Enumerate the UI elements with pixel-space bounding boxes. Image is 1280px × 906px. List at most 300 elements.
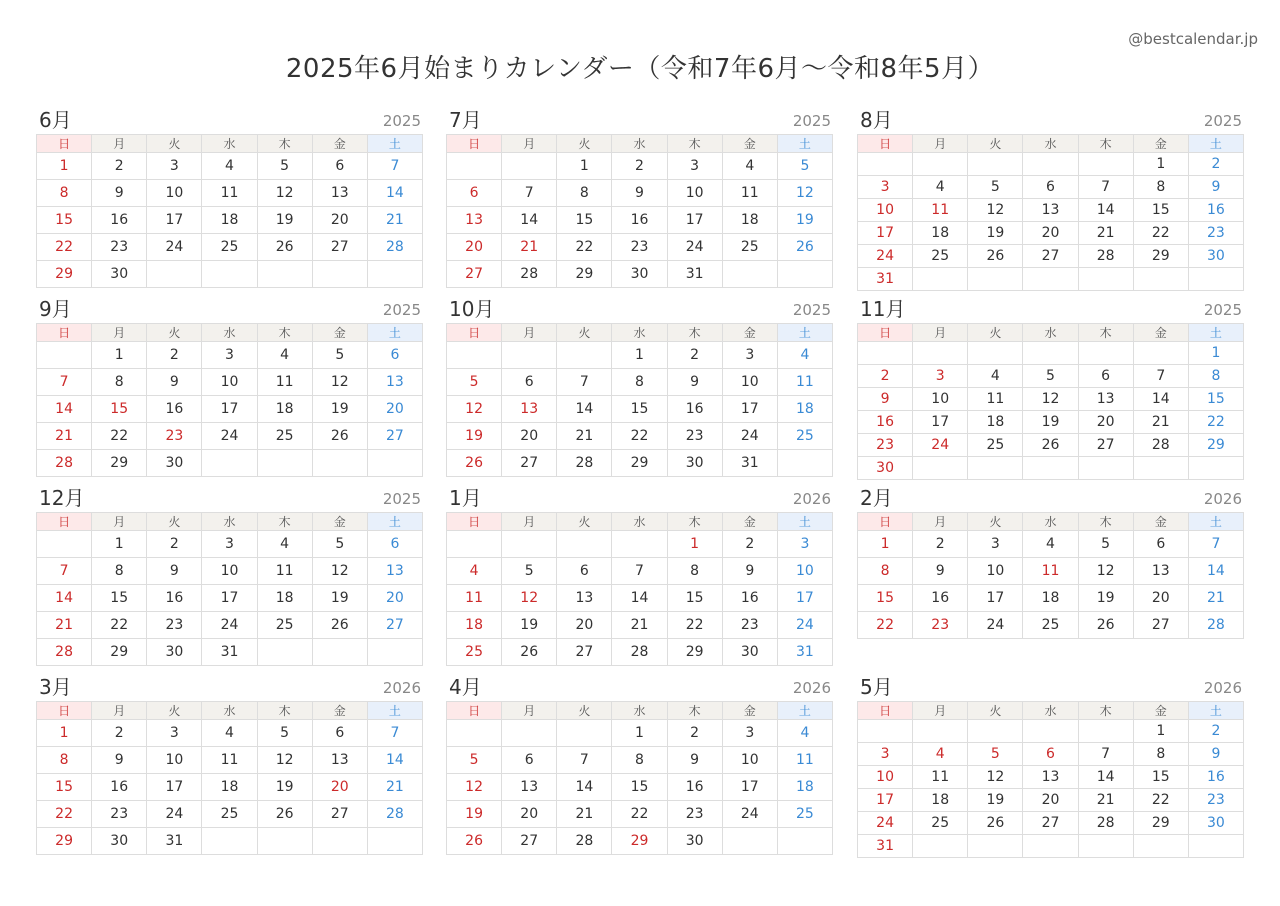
empty-cell: [722, 261, 777, 288]
month-calendar: [857, 484, 1244, 639]
week-row: [858, 457, 1244, 480]
week-row: [858, 388, 1244, 411]
empty-cell: [202, 828, 257, 855]
day-cell: 21: [367, 207, 422, 234]
weekday-header: 日: [37, 324, 92, 342]
week-row: [447, 612, 833, 639]
day-cell: 22: [557, 234, 612, 261]
week-row: [447, 558, 833, 585]
day-cell: 18: [202, 774, 257, 801]
day-cell: 7: [367, 720, 422, 747]
day-cell: 7: [1133, 365, 1188, 388]
week-row: [447, 180, 833, 207]
week-row: [858, 222, 1244, 245]
empty-cell: [257, 450, 312, 477]
weekday-header: 金: [1133, 513, 1188, 531]
day-cell: 1: [667, 531, 722, 558]
week-row: [858, 245, 1244, 268]
day-cell: 14: [37, 396, 92, 423]
day-cell: 27: [1133, 612, 1188, 639]
day-cell: 23: [92, 234, 147, 261]
week-row: [447, 828, 833, 855]
day-cell: 16: [1188, 199, 1243, 222]
day-cell: 25: [257, 612, 312, 639]
day-cell: 22: [92, 423, 147, 450]
day-cell: 4: [202, 720, 257, 747]
weekday-header: 火: [147, 324, 202, 342]
month-year: 2025: [1203, 301, 1242, 319]
day-cell: 23: [667, 423, 722, 450]
weekday-header: 土: [1188, 513, 1243, 531]
weekday-header: 水: [612, 702, 667, 720]
empty-cell: [1078, 268, 1133, 291]
day-cell: 14: [1078, 199, 1133, 222]
month-header: [857, 295, 1244, 323]
day-cell: 29: [92, 450, 147, 477]
empty-cell: [202, 261, 257, 288]
week-row: [858, 531, 1244, 558]
month-header: [36, 484, 423, 512]
day-cell: 9: [722, 558, 777, 585]
day-cell: 30: [667, 450, 722, 477]
day-cell: 20: [312, 207, 367, 234]
day-cell: 16: [147, 585, 202, 612]
day-cell: 31: [147, 828, 202, 855]
day-cell: 27: [312, 234, 367, 261]
empty-cell: [913, 457, 968, 480]
day-cell: 7: [1188, 531, 1243, 558]
day-cell: 20: [367, 585, 422, 612]
day-cell: 19: [1078, 585, 1133, 612]
month-calendar: [36, 295, 423, 477]
week-row: [858, 176, 1244, 199]
week-row: [447, 207, 833, 234]
day-cell: 10: [858, 766, 913, 789]
day-cell: 20: [312, 774, 367, 801]
empty-cell: [612, 531, 667, 558]
day-cell: 18: [913, 222, 968, 245]
weekday-header: 火: [147, 135, 202, 153]
day-cell: 23: [1188, 222, 1243, 245]
weekday-header: 土: [777, 135, 832, 153]
week-row: [37, 612, 423, 639]
day-cell: 25: [257, 423, 312, 450]
weekday-header: 木: [257, 324, 312, 342]
day-cell: 5: [968, 743, 1023, 766]
day-cell: 28: [37, 639, 92, 666]
day-cell: 25: [722, 234, 777, 261]
day-cell: 20: [502, 423, 557, 450]
day-cell: 5: [447, 747, 502, 774]
month-name: 6月: [39, 108, 72, 132]
day-cell: 26: [257, 234, 312, 261]
week-row: [858, 558, 1244, 585]
weekday-header: 月: [502, 513, 557, 531]
week-row: [858, 411, 1244, 434]
day-cell: 22: [1133, 222, 1188, 245]
week-row: [37, 396, 423, 423]
day-cell: 17: [858, 222, 913, 245]
day-cell: 18: [913, 789, 968, 812]
day-cell: 13: [1023, 766, 1078, 789]
day-cell: 12: [502, 585, 557, 612]
day-cell: 30: [147, 639, 202, 666]
day-cell: 5: [447, 369, 502, 396]
day-cell: 15: [92, 585, 147, 612]
day-cell: 16: [612, 207, 667, 234]
weekday-header: 日: [858, 135, 913, 153]
day-cell: 5: [312, 342, 367, 369]
weekday-header: 土: [777, 702, 832, 720]
month-calendar: [446, 295, 833, 477]
day-cell: 8: [1133, 743, 1188, 766]
day-cell: 18: [777, 774, 832, 801]
empty-cell: [1078, 835, 1133, 858]
week-row: [858, 743, 1244, 766]
empty-cell: [1188, 835, 1243, 858]
empty-cell: [968, 342, 1023, 365]
day-cell: 19: [502, 612, 557, 639]
day-cell: 9: [1188, 176, 1243, 199]
day-cell: 18: [257, 585, 312, 612]
weekday-header: 木: [1078, 702, 1133, 720]
day-cell: 17: [722, 396, 777, 423]
day-cell: 6: [1078, 365, 1133, 388]
day-cell: 17: [858, 789, 913, 812]
day-cell: 15: [612, 396, 667, 423]
day-cell: 15: [92, 396, 147, 423]
week-row: [858, 365, 1244, 388]
week-row: [37, 450, 423, 477]
weekday-header: 木: [257, 702, 312, 720]
day-cell: 8: [37, 747, 92, 774]
empty-cell: [447, 720, 502, 747]
day-cell: 24: [913, 434, 968, 457]
day-cell: 16: [667, 774, 722, 801]
day-cell: 3: [147, 720, 202, 747]
weekday-header: 火: [557, 324, 612, 342]
day-cell: 6: [502, 369, 557, 396]
day-cell: 8: [612, 747, 667, 774]
day-cell: 11: [913, 766, 968, 789]
day-cell: 16: [858, 411, 913, 434]
day-cell: 2: [1188, 720, 1243, 743]
day-cell: 24: [667, 234, 722, 261]
day-cell: 15: [612, 774, 667, 801]
empty-cell: [37, 342, 92, 369]
week-row: [37, 828, 423, 855]
week-row: [858, 612, 1244, 639]
month-year: 2025: [792, 112, 831, 130]
day-cell: 20: [1023, 222, 1078, 245]
day-cell: 5: [502, 558, 557, 585]
day-cell: 23: [858, 434, 913, 457]
day-cell: 24: [722, 423, 777, 450]
week-row: [37, 423, 423, 450]
day-cell: 13: [312, 747, 367, 774]
weekday-header: 土: [367, 324, 422, 342]
month-header: [446, 106, 833, 134]
week-row: [858, 153, 1244, 176]
weekday-header: 金: [722, 702, 777, 720]
day-cell: 14: [1133, 388, 1188, 411]
day-cell: 30: [1188, 812, 1243, 835]
month-header: [36, 673, 423, 701]
week-row: [447, 720, 833, 747]
month-name: 9月: [39, 297, 72, 321]
day-cell: 27: [502, 450, 557, 477]
empty-cell: [1078, 720, 1133, 743]
day-cell: 10: [722, 747, 777, 774]
month-year: 2026: [1203, 490, 1242, 508]
day-cell: 18: [202, 207, 257, 234]
day-cell: 17: [913, 411, 968, 434]
day-cell: 6: [367, 531, 422, 558]
day-cell: 3: [858, 176, 913, 199]
week-row: [858, 199, 1244, 222]
weekday-header: 日: [447, 324, 502, 342]
day-cell: 30: [92, 828, 147, 855]
month-name: 8月: [860, 108, 893, 132]
month-year: 2025: [792, 301, 831, 319]
day-cell: 15: [37, 774, 92, 801]
day-cell: 8: [557, 180, 612, 207]
week-row: [447, 639, 833, 666]
week-row: [858, 835, 1244, 858]
day-cell: 11: [202, 747, 257, 774]
day-cell: 14: [37, 585, 92, 612]
weekday-header: 土: [1188, 324, 1243, 342]
month-table: [857, 512, 1244, 639]
day-cell: 22: [1188, 411, 1243, 434]
day-cell: 11: [777, 369, 832, 396]
week-row: [447, 342, 833, 369]
day-cell: 25: [913, 245, 968, 268]
day-cell: 7: [502, 180, 557, 207]
day-cell: 6: [312, 720, 367, 747]
month-header: [36, 106, 423, 134]
day-cell: 5: [1023, 365, 1078, 388]
empty-cell: [722, 828, 777, 855]
day-cell: 8: [667, 558, 722, 585]
weekday-header: 土: [777, 324, 832, 342]
day-cell: 8: [1188, 365, 1243, 388]
month-table: [36, 512, 423, 666]
weekday-header: 木: [257, 135, 312, 153]
day-cell: 5: [312, 531, 367, 558]
week-row: [447, 450, 833, 477]
month-name: 7月: [449, 108, 482, 132]
empty-cell: [1078, 153, 1133, 176]
day-cell: 4: [257, 531, 312, 558]
day-cell: 29: [1133, 245, 1188, 268]
month-table: [446, 134, 833, 288]
empty-cell: [557, 531, 612, 558]
day-cell: 11: [722, 180, 777, 207]
day-cell: 28: [612, 639, 667, 666]
day-cell: 17: [147, 774, 202, 801]
day-cell: 21: [502, 234, 557, 261]
weekday-header: 火: [557, 135, 612, 153]
day-cell: 25: [202, 234, 257, 261]
day-cell: 9: [1188, 743, 1243, 766]
month-calendar: [857, 673, 1244, 858]
day-cell: 18: [722, 207, 777, 234]
month-name: 5月: [860, 675, 893, 699]
weekday-header: 月: [913, 135, 968, 153]
day-cell: 9: [913, 558, 968, 585]
day-cell: 1: [92, 531, 147, 558]
day-cell: 21: [37, 423, 92, 450]
day-cell: 16: [147, 396, 202, 423]
day-cell: 6: [502, 747, 557, 774]
empty-cell: [257, 828, 312, 855]
weekday-header: 土: [367, 135, 422, 153]
day-cell: 26: [777, 234, 832, 261]
day-cell: 7: [557, 369, 612, 396]
day-cell: 5: [968, 176, 1023, 199]
weekday-header: 日: [858, 702, 913, 720]
week-row: [447, 369, 833, 396]
weekday-header: 木: [667, 702, 722, 720]
day-cell: 12: [447, 396, 502, 423]
month-table: [36, 701, 423, 855]
empty-cell: [913, 835, 968, 858]
empty-cell: [968, 268, 1023, 291]
week-row: [447, 747, 833, 774]
day-cell: 18: [257, 396, 312, 423]
month-calendar: [446, 673, 833, 855]
day-cell: 9: [147, 558, 202, 585]
day-cell: 13: [1078, 388, 1133, 411]
site-credit: @bestcalendar.jp: [1128, 30, 1258, 48]
day-cell: 26: [502, 639, 557, 666]
month-calendar: [857, 295, 1244, 480]
week-row: [447, 153, 833, 180]
day-cell: 20: [502, 801, 557, 828]
day-cell: 7: [37, 369, 92, 396]
month-header: [857, 106, 1244, 134]
day-cell: 10: [202, 558, 257, 585]
weekday-header: 土: [777, 513, 832, 531]
empty-cell: [312, 639, 367, 666]
empty-cell: [913, 342, 968, 365]
day-cell: 30: [722, 639, 777, 666]
week-row: [858, 585, 1244, 612]
weekday-header: 水: [612, 513, 667, 531]
day-cell: 20: [1023, 789, 1078, 812]
day-cell: 21: [557, 801, 612, 828]
month-table: [857, 134, 1244, 291]
day-cell: 20: [367, 396, 422, 423]
month-name: 1月: [449, 486, 482, 510]
day-cell: 11: [447, 585, 502, 612]
month-table: [36, 134, 423, 288]
day-cell: 2: [92, 153, 147, 180]
empty-cell: [502, 342, 557, 369]
day-cell: 3: [667, 153, 722, 180]
weekday-header: 日: [447, 135, 502, 153]
empty-cell: [968, 720, 1023, 743]
week-row: [37, 639, 423, 666]
week-row: [37, 585, 423, 612]
day-cell: 15: [858, 585, 913, 612]
empty-cell: [447, 153, 502, 180]
day-cell: 31: [722, 450, 777, 477]
day-cell: 22: [612, 801, 667, 828]
day-cell: 28: [502, 261, 557, 288]
day-cell: 22: [612, 423, 667, 450]
day-cell: 2: [92, 720, 147, 747]
day-cell: 25: [447, 639, 502, 666]
weekday-header: 木: [667, 513, 722, 531]
month-year: 2026: [792, 679, 831, 697]
week-row: [858, 766, 1244, 789]
week-row: [858, 720, 1244, 743]
day-cell: 5: [257, 153, 312, 180]
day-cell: 13: [502, 774, 557, 801]
day-cell: 11: [257, 369, 312, 396]
day-cell: 20: [557, 612, 612, 639]
weekday-header: 月: [913, 702, 968, 720]
empty-cell: [312, 450, 367, 477]
day-cell: 27: [557, 639, 612, 666]
weekday-header: 木: [1078, 135, 1133, 153]
day-cell: 12: [968, 199, 1023, 222]
day-cell: 14: [502, 207, 557, 234]
weekday-header: 月: [913, 513, 968, 531]
day-cell: 24: [968, 612, 1023, 639]
week-row: [447, 234, 833, 261]
day-cell: 2: [147, 342, 202, 369]
month-header: [446, 295, 833, 323]
empty-cell: [1023, 720, 1078, 743]
day-cell: 29: [612, 450, 667, 477]
day-cell: 4: [447, 558, 502, 585]
weekday-header: 日: [858, 324, 913, 342]
day-cell: 6: [557, 558, 612, 585]
day-cell: 27: [312, 801, 367, 828]
weekday-header: 金: [312, 135, 367, 153]
day-cell: 26: [1078, 612, 1133, 639]
day-cell: 20: [1133, 585, 1188, 612]
day-cell: 10: [777, 558, 832, 585]
weekday-header: 火: [968, 135, 1023, 153]
empty-cell: [968, 153, 1023, 176]
day-cell: 21: [1188, 585, 1243, 612]
month-table: [446, 512, 833, 666]
day-cell: 10: [147, 180, 202, 207]
day-cell: 16: [1188, 766, 1243, 789]
month-name: 12月: [39, 486, 85, 510]
weekday-header: 月: [502, 135, 557, 153]
day-cell: 26: [968, 245, 1023, 268]
day-cell: 2: [858, 365, 913, 388]
day-cell: 8: [1133, 176, 1188, 199]
day-cell: 9: [612, 180, 667, 207]
day-cell: 27: [1023, 812, 1078, 835]
day-cell: 15: [1133, 199, 1188, 222]
day-cell: 20: [1078, 411, 1133, 434]
day-cell: 28: [367, 234, 422, 261]
week-row: [37, 207, 423, 234]
empty-cell: [312, 261, 367, 288]
weekday-header: 水: [202, 702, 257, 720]
day-cell: 31: [667, 261, 722, 288]
weekday-header: 月: [92, 135, 147, 153]
day-cell: 4: [968, 365, 1023, 388]
day-cell: 24: [858, 812, 913, 835]
